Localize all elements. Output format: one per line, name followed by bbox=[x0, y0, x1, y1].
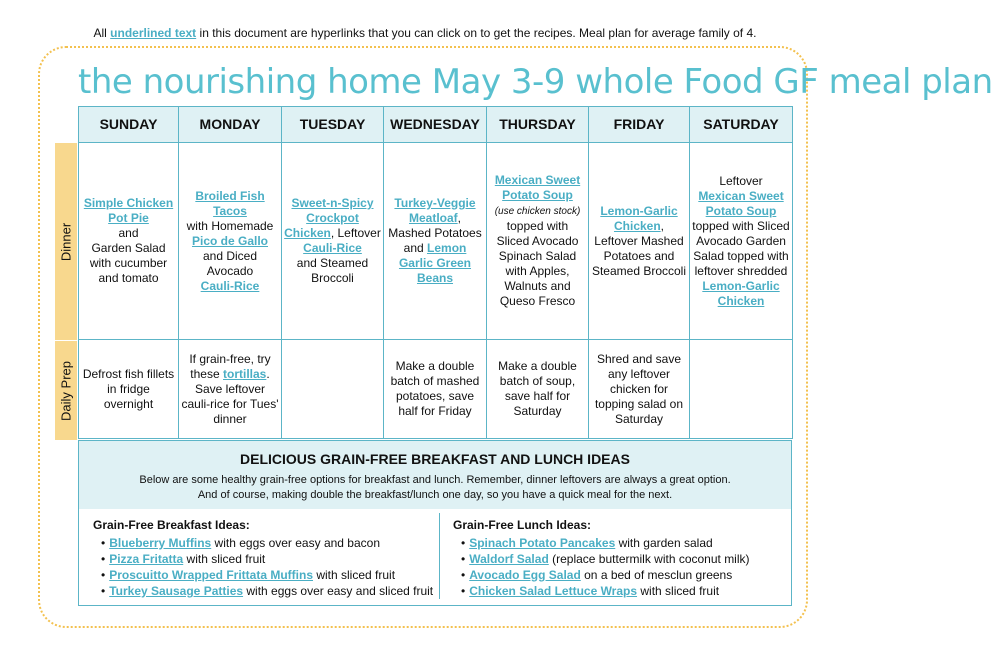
dinner-sunday: Simple Chicken Pot Pie and Garden Salad with cucumber and tomato bbox=[79, 143, 179, 340]
day-header: THURSDAY bbox=[487, 107, 589, 143]
list-item: • Waldorf Salad (replace buttermilk with coconut milk) bbox=[461, 551, 750, 567]
recipe-link[interactable]: Pico de Gallo bbox=[191, 233, 269, 248]
day-header: TUESDAY bbox=[282, 107, 384, 143]
breakfast-title: Grain-Free Breakfast Ideas: bbox=[93, 518, 250, 532]
recipe-link[interactable]: Turkey Sausage Patties bbox=[109, 584, 244, 598]
daily-prep-row bbox=[79, 340, 793, 439]
recipe-link[interactable]: Lemon-Garlic Chicken bbox=[702, 278, 780, 308]
list-item: • Chicken Salad Lettuce Wraps with sliced fruit bbox=[461, 583, 750, 599]
recipe-link[interactable]: Lemon-Garlic Chicken bbox=[600, 203, 678, 233]
day-header-row bbox=[79, 107, 793, 143]
dinner-tuesday: Sweet-n-Spicy Crockpot Chicken, Leftover Cauli-Rice and Steamed Broccoli bbox=[282, 143, 384, 340]
dinner-row-label: Dinner bbox=[55, 143, 77, 340]
list-item: • Pizza Fritatta with sliced fruit bbox=[101, 551, 433, 567]
dinner-monday: Broiled Fish Tacos with Homemade Pico de Gallo and Diced Avocado Cauli-Rice bbox=[179, 143, 282, 340]
prep-sunday: Defrost fish fillets in fridge overnight bbox=[79, 340, 179, 439]
list-item: • Proscuitto Wrapped Frittata Muffins with sliced fruit bbox=[101, 567, 433, 583]
note-suffix: in this document are hyperlinks that you can click on to get the recipes. Meal plan for average family of 4. bbox=[196, 26, 757, 40]
ideas-header bbox=[79, 441, 791, 509]
day-header: SATURDAY bbox=[690, 107, 793, 143]
list-item: • Spinach Potato Pancakes with garden salad bbox=[461, 535, 750, 551]
breakfast-lunch-ideas bbox=[78, 440, 792, 606]
column-divider bbox=[439, 513, 440, 599]
recipe-link[interactable]: Spinach Potato Pancakes bbox=[469, 536, 616, 550]
prep-friday: Shred and save any leftover chicken for topping salad on Saturday bbox=[589, 340, 690, 439]
ideas-intro: Below are some healthy grain-free options for breakfast and lunch. Remember, dinner leftovers are always a great option. And of course, making double the breakfast/lunch one day, so you have a quick meal for the next. bbox=[139, 474, 731, 501]
hyperlink-note bbox=[0, 26, 850, 40]
list-item: • Avocado Egg Salad on a bed of mesclun greens bbox=[461, 567, 750, 583]
dinner-saturday: Leftover Mexican Sweet Potato Soup topped with Sliced Avocado Garden Salad topped with leftover shredded Lemon-Garlic Chicken bbox=[690, 143, 793, 340]
dinner-friday: Lemon-Garlic Chicken, Leftover Mashed Potatoes and Steamed Broccoli bbox=[589, 143, 690, 340]
dinner-thursday: Mexican Sweet Potato Soup (use chicken stock) topped with Sliced Avocado Spinach Salad with Apples, Walnuts and Queso Fresco bbox=[487, 143, 589, 340]
day-header: FRIDAY bbox=[589, 107, 690, 143]
recipe-link[interactable]: Chicken Salad Lettuce Wraps bbox=[469, 584, 638, 598]
day-header: MONDAY bbox=[179, 107, 282, 143]
prep-wednesday: Make a double batch of mashed potatoes, save half for Friday bbox=[384, 340, 487, 439]
lunch-ideas bbox=[453, 517, 750, 599]
ideas-heading: DELICIOUS GRAIN-FREE BREAKFAST AND LUNCH IDEAS bbox=[240, 451, 630, 467]
list-item: • Turkey Sausage Patties with eggs over easy and sliced fruit bbox=[101, 583, 433, 599]
prep-saturday bbox=[690, 340, 793, 439]
recipe-link[interactable]: Avocado Egg Salad bbox=[469, 568, 581, 582]
prep-monday: If grain-free, try these tortillas. Save leftover cauli-rice for Tues' dinner bbox=[179, 340, 282, 439]
page-title: the nourishing home May 3-9 whole Food GF meal plan bbox=[78, 62, 993, 102]
note-prefix: All bbox=[93, 26, 111, 40]
dinner-row bbox=[79, 143, 793, 340]
prep-thursday: Make a double batch of soup, save half for Saturday bbox=[487, 340, 589, 439]
recipe-link[interactable]: Proscuitto Wrapped Frittata Muffins bbox=[109, 568, 313, 582]
prep-tuesday bbox=[282, 340, 384, 439]
meal-plan-table bbox=[78, 106, 793, 439]
recipe-link[interactable]: Blueberry Muffins bbox=[109, 536, 212, 550]
list-item: • Blueberry Muffins with eggs over easy and bacon bbox=[101, 535, 433, 551]
recipe-link[interactable]: Waldorf Salad bbox=[469, 552, 549, 566]
recipe-link[interactable]: Simple Chicken Pot Pie bbox=[83, 196, 174, 225]
dinner-wednesday: Turkey-Veggie Meatloaf, Mashed Potatoes and Lemon Garlic Green Beans bbox=[384, 143, 487, 340]
recipe-link[interactable]: Mexican Sweet Potato Soup bbox=[494, 173, 581, 202]
recipe-link[interactable]: Sweet-n-Spicy Crockpot Chicken bbox=[284, 196, 374, 240]
recipe-link[interactable]: Cauli-Rice bbox=[200, 278, 260, 293]
recipe-link[interactable]: Cauli-Rice bbox=[303, 241, 362, 255]
recipe-link[interactable]: Pizza Fritatta bbox=[109, 552, 184, 566]
day-header: SUNDAY bbox=[79, 107, 179, 143]
day-header: WEDNESDAY bbox=[384, 107, 487, 143]
breakfast-ideas bbox=[93, 517, 433, 599]
recipe-link[interactable]: Lemon Garlic Green Beans bbox=[398, 241, 472, 285]
recipe-link[interactable]: Broiled Fish Tacos bbox=[195, 188, 265, 218]
note-link[interactable]: underlined text bbox=[110, 26, 197, 40]
recipe-link[interactable]: Turkey-Veggie Meatloaf bbox=[394, 196, 476, 225]
recipe-link[interactable]: tortillas bbox=[223, 366, 267, 381]
lunch-title: Grain-Free Lunch Ideas: bbox=[453, 518, 592, 532]
daily-prep-row-label: Daily Prep bbox=[55, 341, 77, 440]
recipe-link[interactable]: Mexican Sweet Potato Soup bbox=[698, 188, 784, 218]
